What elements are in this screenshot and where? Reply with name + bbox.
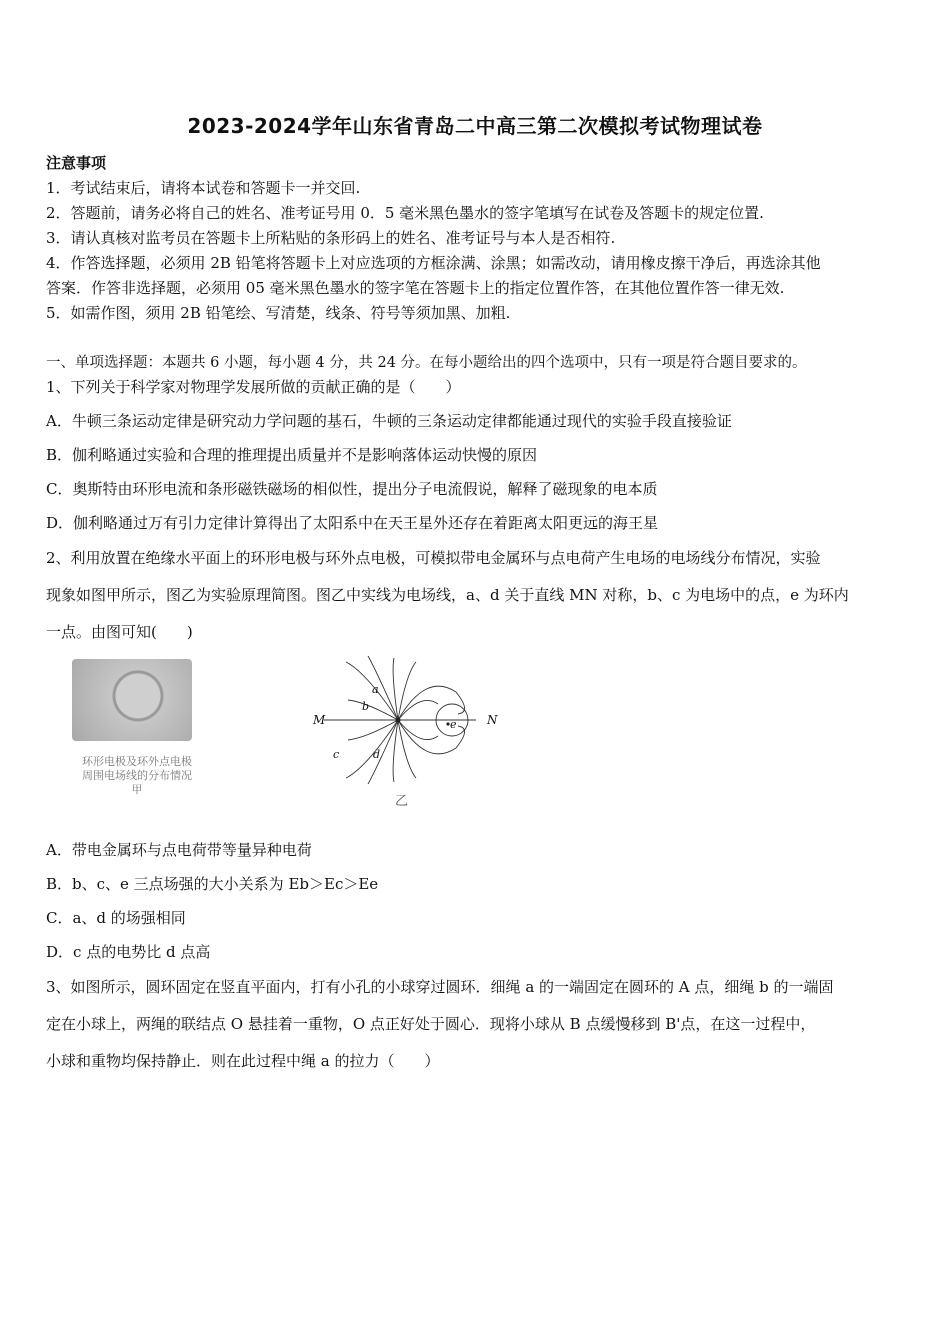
question-1-stem: 1、下列关于科学家对物理学发展所做的贡献正确的是（ ）: [46, 378, 461, 396]
question-2-option-d: D．c 点的电势比 d 点高: [46, 943, 211, 961]
question-3-stem-line: 定在小球上，两绳的联结点 O 悬挂着一重物，O 点正好处于圆心．现将小球从 B 点缓慢移到 B'点，在这一过程中，: [46, 1015, 816, 1033]
fig2-label-m: M: [313, 713, 326, 727]
question-2-option-a: A．带电金属环与点电荷带等量异种电荷: [46, 841, 312, 859]
fig2-label-d: d: [373, 748, 381, 761]
notice-heading: 注意事项: [46, 154, 107, 172]
fig2-label-e: e: [450, 718, 457, 731]
notice-item: 2．答题前，请务必将自己的姓名、准考证号用 0．5 毫米黑色墨水的签字笔填写在试卷及答题卡的规定位置.: [46, 204, 764, 222]
question-3-stem-line: 3、如图所示，圆环固定在竖直平面内，打有小孔的小球穿过圆环．细绳 a 的一端固定在圆环的 A 点，细绳 b 的一端固: [46, 978, 834, 996]
question-3-stem-line: 小球和重物均保持静止．则在此过程中绳 a 的拉力（ ）: [46, 1052, 440, 1070]
fig2-label-a: a: [372, 683, 379, 696]
fig2-label-n: N: [487, 713, 498, 727]
notice-item: 1．考试结束后，请将本试卷和答题卡一并交回.: [46, 179, 361, 197]
fig2-caption: 乙: [395, 794, 409, 809]
notice-item: 答案．作答非选择题，必须用 05 毫米黑色墨水的签字笔在答题卡上的指定位置作答，在其他位置作答一律无效.: [46, 279, 785, 297]
notice-item: 3．请认真核对监考员在答题卡上所粘贴的条形码上的姓名、准考证号与本人是否相符.: [46, 229, 616, 247]
question-1-option-b: B．伽利略通过实验和合理的推理提出质量并不是影响落体运动快慢的原因: [46, 446, 538, 464]
notice-item: 5．如需作图，须用 2B 铅笔绘、写清楚，线条、符号等须加黑、加粗.: [46, 304, 511, 322]
fig2-label-b: b: [362, 700, 370, 713]
notice-item: 4．作答选择题，必须用 2B 铅笔将答题卡上对应选项的方框涂满、涂黑；如需改动，请用橡皮擦干净后，再选涂其他: [46, 254, 821, 272]
section-heading: 一、单项选择题：本题共 6 小题，每小题 4 分，共 24 分。在每小题给出的四个选项中，只有一项是符合题目要求的。: [46, 355, 807, 371]
page-title: 2023-2024学年山东省青岛二中高三第二次模拟考试物理试卷: [187, 114, 763, 138]
question-2-stem-line: 2、利用放置在绝缘水平面上的环形电极与环外点电极，可模拟带电金属环与点电荷产生电场的电场线分布情况，实验: [46, 549, 821, 567]
question-2-option-c: C．a、d 的场强相同: [46, 909, 186, 927]
question-1-option-c: C．奥斯特由环形电流和条形磁铁磁场的相似性，提出分子电流假说，解释了磁现象的电本质: [46, 480, 658, 498]
question-1-option-a: A．牛顿三条运动定律是研究动力学问题的基石，牛顿的三条运动定律都能通过现代的实验手段直接验证: [46, 412, 732, 430]
question-2-stem-line: 一点。由图可知( ): [46, 623, 193, 641]
figure-yi-field-lines: [306, 652, 516, 812]
question-1-option-d: D．伽利略通过万有引力定律计算得出了太阳系中在天王星外还存在着距离太阳更远的海王星: [46, 514, 659, 532]
electrode-photo: [72, 659, 192, 741]
question-2-option-b: B．b、c、e 三点场强的大小关系为 Eb＞Ec＞Ee: [46, 875, 379, 893]
fig2-label-c: c: [333, 748, 340, 761]
question-2-stem-line: 现象如图甲所示，图乙为实验原理简图。图乙中实线为电场线，a、d 关于直线 MN 对称，b、c 为电场中的点，e 为环内: [46, 586, 849, 604]
figure-jia: [62, 655, 212, 810]
figure-jia-caption: 环形电极及环外点电极 周围电场线的分布情况 甲: [82, 755, 192, 796]
